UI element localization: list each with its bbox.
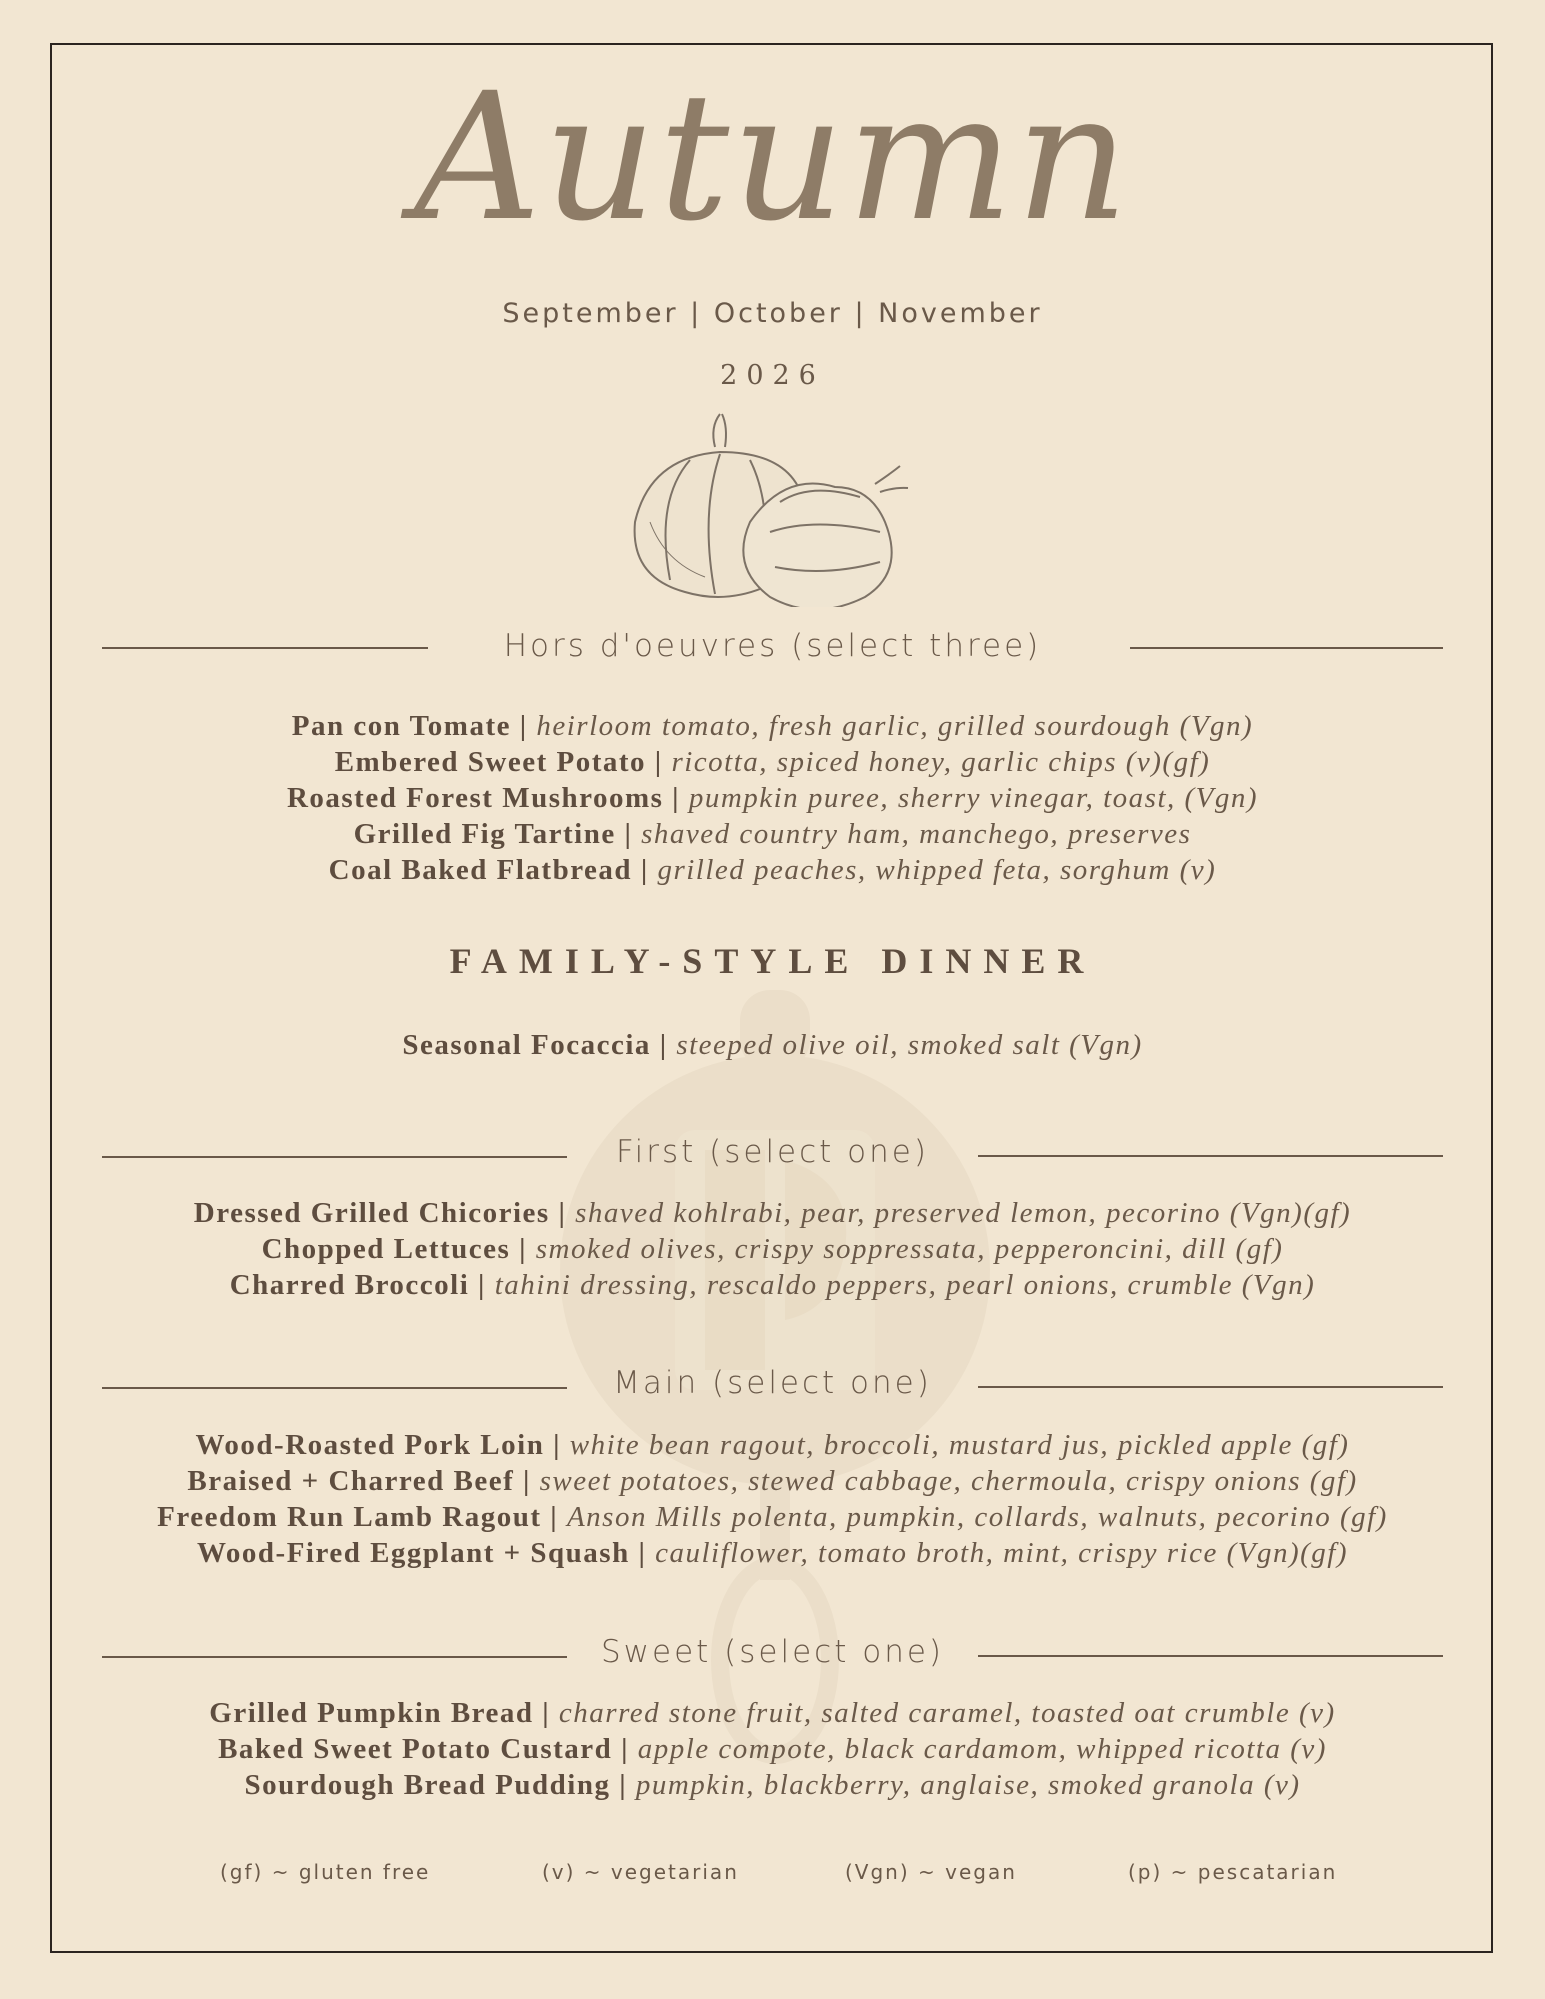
main-course-list (0, 1427, 1545, 1571)
item-description: smoked olives, crispy soppressata, pepperoncini, dill (gf) (535, 1233, 1284, 1265)
item-name: Dressed Grilled Chicories (193, 1197, 550, 1229)
menu-item: Baked Sweet Potato Custard | apple compote, black cardamom, whipped ricotta (v) (218, 1733, 1327, 1765)
menu-item: Embered Sweet Potato | ricotta, spiced honey, garlic chips (v)(gf) (334, 746, 1211, 778)
item-description: cauliflower, tomato broth, mint, crispy rice (Vgn)(gf) (655, 1537, 1348, 1569)
item-description: tahini dressing, rescaldo peppers, pearl onions, crumble (Vgn) (494, 1269, 1316, 1301)
menu-item: Dressed Grilled Chicories | shaved kohlrabi, pear, preserved lemon, pecorino (Vgn)(gf) (193, 1197, 1352, 1229)
item-description: heirloom tomato, fresh garlic, grilled sourdough (Vgn) (536, 710, 1254, 742)
item-description: apple compote, black cardamom, whipped ricotta (v) (637, 1733, 1327, 1765)
item-description: grilled peaches, whipped feta, sorghum (v) (657, 854, 1217, 886)
heading-hors-doeuvres: Hors d'oeuvres (select three) (503, 628, 1042, 664)
item-description: charred stone fruit, salted caramel, toasted oat crumble (v) (558, 1697, 1336, 1729)
legend-vegetarian: (v) ~ vegetarian (542, 1860, 739, 1884)
menu-year: 2026 (720, 360, 825, 391)
item-name: Pan con Tomate (291, 710, 511, 742)
heading-main: Main (select one) (613, 1365, 932, 1401)
menu-item: Roasted Forest Mushrooms | pumpkin puree, sherry vinegar, toast, (Vgn) (286, 782, 1259, 814)
heading-family-style-dinner: FAMILY-STYLE DINNER (449, 941, 1096, 981)
menu-title: Autumn (414, 55, 1131, 260)
menu-item: Sourdough Bread Pudding | pumpkin, blackberry, anglaise, smoked granola (v) (244, 1769, 1301, 1801)
item-name: Freedom Run Lamb Ragout (157, 1501, 542, 1533)
menu-item: Coal Baked Flatbread | grilled peaches, whipped feta, sorghum (v) (328, 854, 1217, 886)
item-name: Seasonal Focaccia (402, 1029, 651, 1061)
item-name: Charred Broccoli (229, 1269, 470, 1301)
legend-vegan: (Vgn) ~ vegan (845, 1860, 1017, 1884)
item-description: shaved kohlrabi, pear, preserved lemon, pecorino (Vgn)(gf) (575, 1197, 1352, 1229)
season-months: September | October | November (502, 298, 1043, 329)
item-name: Wood-Roasted Pork Loin (195, 1429, 545, 1461)
menu-item: Grilled Fig Tartine | shaved country ham, manchego, preserves (353, 818, 1192, 850)
item-name: Sourdough Bread Pudding (244, 1769, 611, 1801)
item-name: Embered Sweet Potato (334, 746, 647, 778)
item-name: Chopped Lettuces (261, 1233, 511, 1265)
item-description: steeped olive oil, smoked salt (Vgn) (676, 1029, 1143, 1061)
heading-first: First (select one) (616, 1134, 929, 1170)
menu-item: Chopped Lettuces | smoked olives, crispy soppressata, pepperoncini, dill (gf) (261, 1233, 1284, 1265)
item-description: Anson Mills polenta, pumpkin, collards, walnuts, pecorino (gf) (566, 1501, 1388, 1533)
legend-gluten-free: (gf) ~ gluten free (220, 1860, 431, 1884)
item-name: Roasted Forest Mushrooms (286, 782, 664, 814)
item-name: Wood-Fired Eggplant + Squash (197, 1537, 630, 1569)
menu-item: Charred Broccoli | tahini dressing, rescaldo peppers, pearl onions, crumble (Vgn) (229, 1269, 1316, 1301)
pumpkin-illustration-icon (630, 412, 915, 607)
item-description: white bean ragout, broccoli, mustard jus, pickled apple (gf) (569, 1429, 1350, 1461)
menu-item: Wood-Roasted Pork Loin | white bean ragout, broccoli, mustard jus, pickled apple (gf) (195, 1429, 1350, 1461)
heading-sweet: Sweet (select one) (600, 1634, 945, 1670)
item-description: shaved country ham, manchego, preserves (641, 818, 1192, 850)
item-name: Braised + Charred Beef (187, 1465, 515, 1497)
dinner-list (0, 1027, 1545, 1063)
dessert-list (0, 1695, 1545, 1803)
hors-doeuvres-list (0, 708, 1545, 888)
item-name: Coal Baked Flatbread (328, 854, 633, 886)
menu-item: Freedom Run Lamb Ragout | Anson Mills polenta, pumpkin, collards, walnuts, pecorino (gf) (157, 1501, 1388, 1533)
item-name: Baked Sweet Potato Custard (218, 1733, 613, 1765)
item-description: ricotta, spiced honey, garlic chips (v)(gf) (671, 746, 1211, 778)
menu-item: Grilled Pumpkin Bread | charred stone fruit, salted caramel, toasted oat crumble (v) (209, 1697, 1336, 1729)
item-description: pumpkin, blackberry, anglaise, smoked granola (v) (635, 1769, 1301, 1801)
legend-pescatarian: (p) ~ pescatarian (1128, 1860, 1338, 1884)
menu-item: Wood-Fired Eggplant + Squash | cauliflower, tomato broth, mint, crispy rice (Vgn)(gf) (197, 1537, 1348, 1569)
menu-item: Seasonal Focaccia | steeped olive oil, smoked salt (Vgn) (402, 1029, 1143, 1061)
menu-item: Braised + Charred Beef | sweet potatoes, stewed cabbage, chermoula, crispy onions (gf) (187, 1465, 1358, 1497)
item-description: pumpkin puree, sherry vinegar, toast, (Vgn) (688, 782, 1259, 814)
item-name: Grilled Fig Tartine (353, 818, 616, 850)
menu-item: Pan con Tomate | heirloom tomato, fresh garlic, grilled sourdough (Vgn) (291, 710, 1254, 742)
item-description: sweet potatoes, stewed cabbage, chermoula, crispy onions (gf) (539, 1465, 1358, 1497)
first-course-list (0, 1195, 1545, 1303)
item-name: Grilled Pumpkin Bread (209, 1697, 534, 1729)
